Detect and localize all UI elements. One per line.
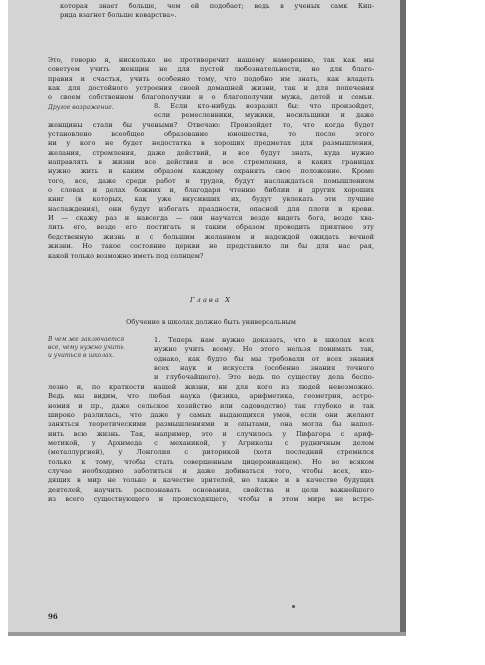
text-line: деятелей, научить распознавать основания, свойства и цели важнейшего bbox=[48, 485, 374, 494]
text-line: если ремесленники, мужики, носильщики и даже bbox=[154, 111, 374, 120]
text-line: лезно и, по краткости нашей жизни, ни для кого из людей невозможно. bbox=[48, 383, 374, 391]
text-line: женщины стали бы учеными? Отвечаю: Произойдет то, что когда будет bbox=[48, 120, 374, 129]
text-line: И — скажу раз и навсегда — они научатся везде видеть бога, везде хва- bbox=[48, 214, 374, 223]
text-line: которая знает больше, чем ей подобает; ведь в ученых самк Кип- bbox=[60, 2, 374, 10]
text-line: советуем учить женщин не для пустой любознательности, но для благо- bbox=[48, 65, 374, 74]
text-line: номия и пр., даже сельское хозяйство или садоводство) так глубоко и так bbox=[48, 401, 374, 410]
text-line: Это, говорю я, нисколько не противоречит нашему намерению, так как мы bbox=[48, 56, 374, 64]
margin-note-school-content: В чем же заключается все, чему нужно учить и учиться в школах. bbox=[48, 336, 125, 359]
text-line: о своем собственном благополучии и о благополучии мужа, детей и семьи. bbox=[48, 93, 374, 102]
text-line: того, все, даже среди работ и трудов, будут наслаждаться помышлением bbox=[48, 176, 374, 185]
text-line: всех наук и искусств (особенно знания точного bbox=[154, 364, 374, 373]
text-line: нить всю жизнь. Так, например, это и случилось у Пифагора с ариф- bbox=[48, 429, 374, 438]
text-line: 8. Если кто-нибудь возразил бы: что произойдет, bbox=[154, 102, 374, 110]
margin-note-objection: Другое возражение. bbox=[48, 104, 114, 111]
text-line: дящих в мир не только в качестве зрителей, но также и в качестве будущих bbox=[48, 476, 374, 485]
text-line: правия и счастья, учить особенно тому, что подобно им знать, как владеть bbox=[48, 74, 374, 83]
paragraph-3-head bbox=[154, 336, 374, 383]
chapter-subtitle: Обучение в школах должно быть универсальным bbox=[126, 318, 296, 326]
text-line: наслаждения), они будут избегать праздности, опасной для плоти и крови. bbox=[48, 204, 374, 213]
text-line: случае необходимо заботиться и даже добиваться того, чтобы всех, вхо- bbox=[48, 467, 374, 476]
text-line: нужно жить и каким образом каждому охранять свое положение. Кроме bbox=[48, 167, 374, 176]
text-line: какой только возможно иметь под солнцем? bbox=[48, 251, 204, 260]
text-line: (металлургией), у Лонголия с риторикой (хотя последний стремился bbox=[48, 448, 374, 457]
scan-dark-edge bbox=[400, 0, 406, 632]
chapter-title: Глава X bbox=[190, 296, 232, 304]
text-line: жизни. Но такое состояние церкви не представило ли бы для нас рая, bbox=[48, 242, 374, 251]
text-line: лить его, везде его постигать и таким образом проводить приятнее эту bbox=[48, 223, 374, 232]
text-line: 1. Теперь нам нужно доказать, что в школах всех bbox=[154, 336, 374, 344]
text-line: нужно учить всему. Но этого нельзя понимать так, bbox=[154, 345, 374, 354]
text-line: из всего существующего и происходящего, чтобы в этом мире не встре- bbox=[48, 495, 374, 504]
text-line: бедственную жизнь и с большим желанием и надеждой ожидать вечной bbox=[48, 232, 374, 241]
scan-bottom-edge bbox=[8, 632, 406, 636]
text-line: направлять в жизни все действия и все стремления, в каких границах bbox=[48, 158, 374, 167]
paragraph-2 bbox=[48, 102, 374, 261]
paragraph-3 bbox=[48, 383, 374, 504]
text-line: Ведь мы видим, что любая наука (физика, арифметика, геометрия, астро- bbox=[48, 392, 374, 401]
text-line: и глубочайшего). Это ведь по существу дела беспо- bbox=[154, 373, 374, 382]
page-number: 96 bbox=[48, 612, 58, 621]
text-line: книг (в которых, как уже вкусивших их, будут увлекать эти лучшие bbox=[48, 195, 374, 204]
text-line: однако, как будто бы мы требовали от всех знания bbox=[154, 354, 374, 363]
text-line: о словах и делах божиих и, благодаря чтению библии и других хороших bbox=[48, 186, 374, 195]
text-line: только к тому, чтобы стать совершенным цицеронианцем). Но во всяком bbox=[48, 457, 374, 466]
paragraph-1 bbox=[48, 56, 374, 103]
text-line: заняться теоретическими размышлениями и опытами, она могла бы напол- bbox=[48, 420, 374, 429]
top-quote bbox=[48, 2, 374, 21]
text-line: широко разлилась, что даже у самых выдающихся умов, если они желают bbox=[48, 411, 374, 420]
text-line: установлено всеобщее образование юношества, то после этого bbox=[48, 130, 374, 139]
text-line: ни у кого не будет недостатка в хороших предметах для размышления, bbox=[48, 139, 374, 148]
text-line: рида взагнет больше коварства». bbox=[60, 11, 177, 20]
scan-speck bbox=[292, 605, 295, 608]
book-page bbox=[8, 0, 400, 632]
text-line: метикой, у Архимеда с механикой, у Агриколы с рудничным делом bbox=[48, 439, 374, 448]
text-line: желания, стремления, даже действий, и все будут знать, куда нужно bbox=[48, 148, 374, 157]
text-line: как для достойного устроения своей домашней жизни, так и для попечения bbox=[48, 84, 374, 93]
